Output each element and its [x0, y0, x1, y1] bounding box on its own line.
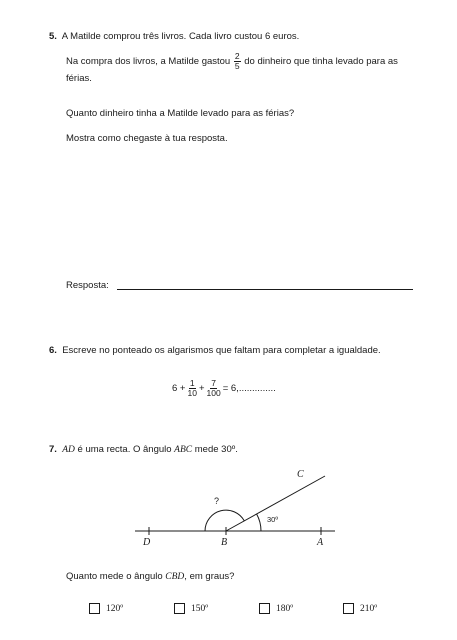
- q5-text-after: do dinheiro que tinha levado para as: [244, 55, 398, 67]
- label-d: D: [143, 537, 151, 548]
- q5-instruction: Mostra como chegaste à tua resposta.: [66, 133, 228, 144]
- q7-question-angle: CBD: [165, 572, 185, 582]
- label-unknown-angle: ?: [214, 496, 220, 506]
- q5-line3: férias.: [66, 73, 92, 84]
- q6-frac2-den: 100: [206, 387, 221, 398]
- q7-question-before: Quanto mede o ângulo: [66, 571, 163, 582]
- q6-statement: Escreve no ponteado os algarismos que faltam para completar a igualdade.: [62, 345, 381, 356]
- option-210[interactable]: [343, 603, 377, 614]
- option-120[interactable]: [89, 603, 123, 614]
- q7-text2: mede 30º.: [194, 444, 238, 455]
- checkbox-150[interactable]: [174, 603, 185, 614]
- q6-eq-start: 6 +: [172, 382, 186, 394]
- label-a: A: [317, 537, 324, 548]
- q7-question: [66, 571, 234, 582]
- option-label-150: 150º: [191, 603, 209, 614]
- option-180[interactable]: [259, 603, 293, 614]
- q5-question: Quanto dinheiro tinha a Matilde levado para as férias?: [66, 108, 295, 119]
- option-150[interactable]: [174, 603, 208, 614]
- q5-fraction-den: 5: [234, 60, 240, 71]
- q6-number: 6.: [49, 345, 57, 356]
- option-label-120: 120º: [106, 603, 124, 614]
- q5-number: 5.: [49, 31, 57, 42]
- q6-frac1-den: 10: [187, 387, 197, 398]
- q6-eq-end[interactable]: = 6,..............: [222, 382, 276, 394]
- q5-fraction-num: 2: [234, 51, 240, 61]
- q7-segment: AD: [62, 445, 75, 455]
- arc-cbd: [205, 510, 244, 531]
- checkbox-180[interactable]: [259, 603, 270, 614]
- q5-answer-label: Resposta:: [66, 280, 109, 291]
- option-label-180: 180º: [276, 603, 294, 614]
- q6-frac1-num: 1: [189, 378, 195, 388]
- label-b: B: [221, 537, 228, 548]
- option-label-210: 210º: [360, 603, 378, 614]
- q5-text-before: Na compra dos livros, a Matilde gastou: [66, 55, 231, 67]
- checkbox-120[interactable]: [89, 603, 100, 614]
- q6-frac2-num: 7: [211, 378, 216, 388]
- arc-abc: [257, 514, 261, 531]
- label-30deg: 30º: [267, 515, 279, 524]
- q7-angle-name: ABC: [174, 445, 193, 455]
- q5-statement: A Matilde comprou três livros. Cada livro custou 6 euros.: [61, 31, 300, 42]
- q7-text1: é uma recta. O ângulo: [77, 444, 172, 455]
- q6-plus: +: [198, 382, 205, 394]
- q7-number: 7.: [49, 444, 57, 455]
- q7-question-after: , em graus?: [184, 571, 235, 582]
- checkbox-210[interactable]: [343, 603, 354, 614]
- label-c: C: [297, 469, 304, 480]
